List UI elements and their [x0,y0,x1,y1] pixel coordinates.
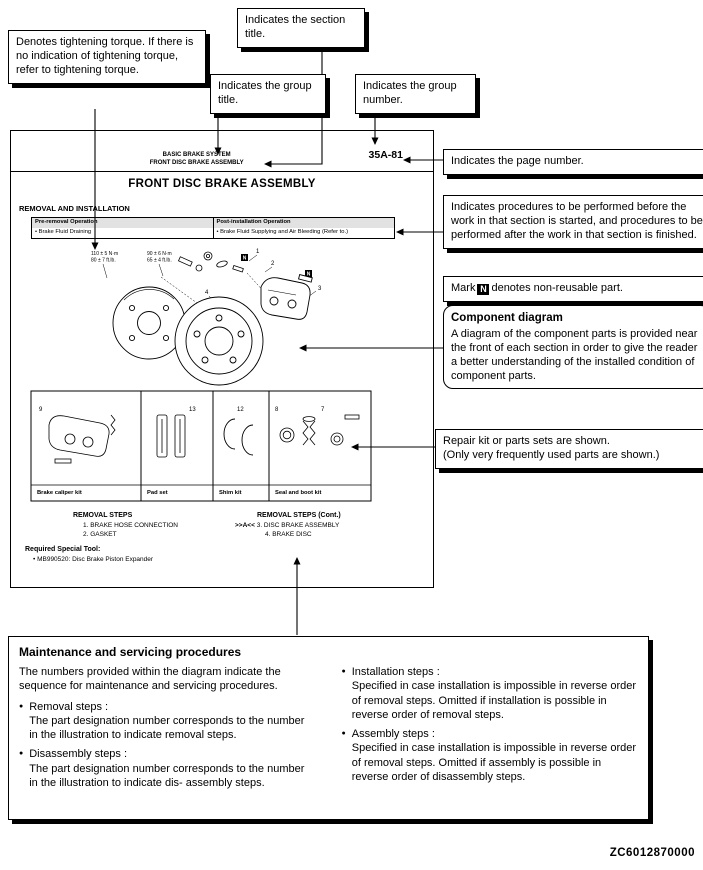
repair-kit-line1: Repair kit or parts sets are shown. [443,435,610,447]
bullet-icon: ● [19,702,24,710]
special-tool-item: • MB990520: Disc Brake Piston Expander [33,556,154,564]
removal-steps-list [73,511,178,539]
page-main-title: FRONT DISC BRAKE ASSEMBLY [128,178,316,190]
svg-text:Pad set: Pad set [147,490,168,496]
document-code: ZC6012870000 [609,847,695,859]
removal-steps-note-body: The part designation number corresponds to the number in the illustration to indicate removal steps. [29,714,305,742]
assembly-steps-note-body: Specified in case installation is impossible in reverse order of removal steps. Omitted if assembly is possible in reverse order of disassembly steps. [351,742,637,784]
svg-text:N: N [242,255,247,262]
post-installation-header: Post-installation Operation [214,218,395,228]
component-diagram-illustration [11,243,431,507]
bullet-icon: ● [19,750,24,758]
svg-text:Brake caliper kit: Brake caliper kit [37,490,82,496]
bullet-icon: ● [341,730,346,738]
component-diagram-body: A diagram of the component parts is provided near the front of each section in order to give the reader a better understanding of the installed condition of component parts. [451,327,698,382]
svg-text:110 ± 5 N·m: 110 ± 5 N·m [91,251,119,257]
brake-disc-drawing [175,297,263,385]
post-installation-item: • Brake Fluid Supplying and Air Bleeding (Refer to.) [216,228,349,235]
backing-plate-drawing [113,287,185,359]
svg-text:3: 3 [318,286,322,292]
pre-removal-item: • Brake Fluid Draining [35,228,92,235]
svg-text:80 ± 7 ft.lb.: 80 ± 7 ft.lb. [91,257,116,264]
callout-group-title: Indicates the group title. [210,74,326,114]
assembly-steps-note [342,727,639,784]
group-title-text: BASIC BRAKE SYSTEM [162,152,231,158]
pre-removal-cell [32,218,214,238]
assembly-steps-note-head: Assembly steps : [351,728,435,741]
required-special-tool [25,545,153,565]
svg-text:N: N [306,271,311,278]
caliper-drawing [261,275,312,320]
svg-text:90 ± 6 N·m: 90 ± 6 N·m [147,251,172,257]
repair-kit-line2: (Only very frequently used parts are shown.) [443,448,660,461]
svg-text:Shim kit: Shim kit [219,490,242,496]
svg-text:1: 1 [256,249,260,255]
removal-steps-cont-list [235,511,341,539]
page-header-titles [11,152,382,167]
svg-text:4: 4 [205,290,209,296]
installation-steps-note-head: Installation steps : [351,666,440,678]
page-header [11,131,433,172]
callout-page-number: Indicates the page number. [443,149,703,175]
svg-text:65 ± 4 ft.lb.: 65 ± 4 ft.lb. [147,257,172,264]
removal-steps-note-head: Removal steps : [29,700,109,713]
maintenance-procedures-box [8,636,649,820]
callout-component-diagram [443,305,703,389]
disassembly-steps-note [19,747,316,790]
page-number-text: 35A-81 [368,149,403,161]
maintenance-columns [19,665,638,795]
special-tool-title: Required Special Tool: [25,546,101,553]
maintenance-left-column [19,665,316,795]
bullet-icon: ● [341,668,346,675]
svg-text:Seal and boot kit: Seal and boot kit [275,490,322,496]
install-mark-a: >>A<< [235,521,255,529]
svg-text:8: 8 [275,407,279,413]
removal-steps-cont-title: REMOVAL STEPS (Cont.) [257,512,341,519]
callout-non-reusable-mark [443,276,703,302]
removal-steps-title: REMOVAL STEPS [73,512,133,519]
fastener-parts [179,252,244,272]
callout-section-title: Indicates the section title. [237,8,365,48]
removal-steps-note [19,700,316,743]
svg-text:2: 2 [271,261,275,267]
callout-pre-post-procedures: Indicates procedures to be performed before the work in that section is started, and procedures to be performed after the work in that section is finished. [443,195,703,249]
component-diagram-heading: Component diagram [451,312,563,324]
maintenance-intro: The numbers provided within the diagram indicate the sequence for maintenance and servicing procedures. [19,666,281,693]
removal-step-2: 2. GASKET [83,530,117,538]
callout-tightening-torque: Denotes tightening torque. If there is no indication of tightening torque, refer to tightening torque. [8,30,206,84]
svg-text:7: 7 [321,407,325,413]
removal-step-4: 4. BRAKE DISC [265,530,312,538]
torque-labels [91,251,172,278]
non-reusable-mark-icons [241,254,312,278]
svg-text:12: 12 [237,407,244,413]
maintenance-title: Maintenance and servicing procedures [19,645,242,659]
removal-step-1: 1. BRAKE HOSE CONNECTION [83,521,178,529]
svg-text:13: 13 [189,407,196,413]
callout-repair-kit [435,429,703,469]
callout-group-number: Indicates the group number. [355,74,476,114]
pre-post-operation-table [31,217,395,239]
pre-removal-header: Pre-removal Operation [32,218,213,228]
non-reusable-mark-icon: N [477,284,489,295]
disassembly-steps-note-head: Disassembly steps : [29,748,128,761]
disassembly-steps-note-body: The part designation number corresponds to the number in the illustration to indicate dis- assembly steps. [29,762,305,790]
mark-suffix-text: denotes non-reusable part. [491,282,623,294]
installation-steps-note-body: Specified in case installation is impossible in reverse order of removal steps. Omitted if installation is possible in reverse order of removal steps. [351,680,637,721]
removal-step-3: >>A<< 3. DISC BRAKE ASSEMBLY [235,521,340,529]
maintenance-right-column [342,665,639,795]
section-title-text: FRONT DISC BRAKE ASSEMBLY [149,159,244,166]
post-installation-cell [214,218,395,238]
svg-text:9: 9 [39,407,43,413]
mark-prefix-text: Mark [451,282,476,294]
removal-installation-heading: REMOVAL AND INSTALLATION [19,204,130,213]
sample-manual-page [10,130,434,588]
installation-steps-note [342,665,639,722]
